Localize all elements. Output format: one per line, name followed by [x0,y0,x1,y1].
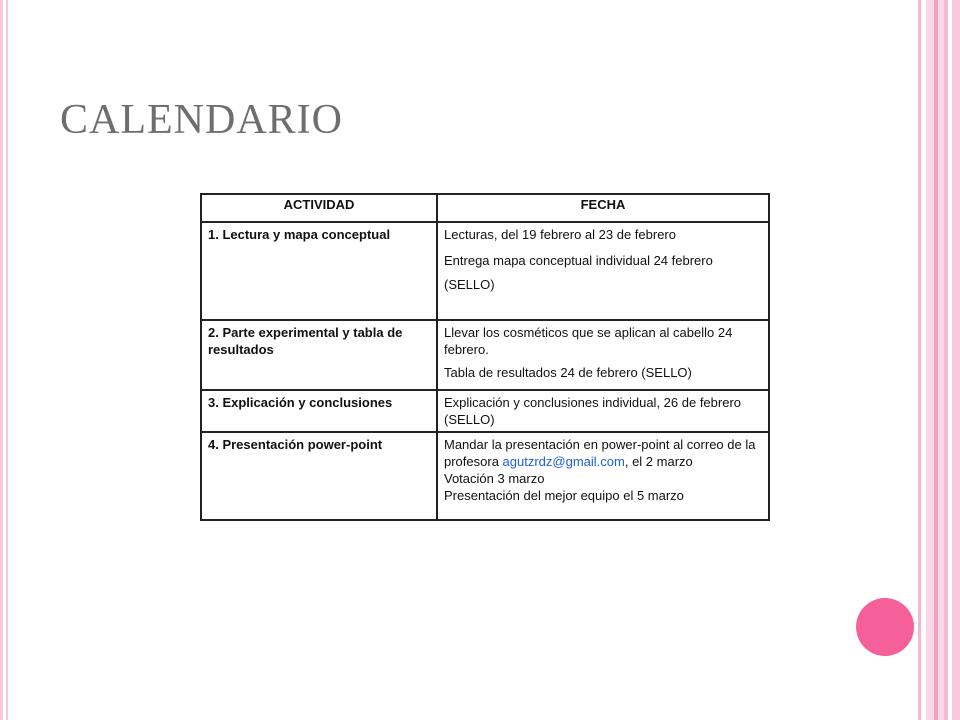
table-header-row [201,194,769,222]
header-actividad: ACTIVIDAD [201,194,437,222]
calendar-table [200,193,770,521]
header-fecha: FECHA [437,194,769,222]
actividad-cell: 1. Lectura y mapa conceptual [201,222,437,320]
fecha-line: Presentación del mejor equipo el 5 marzo [444,488,684,503]
fecha-line: Tabla de resultados 24 de febrero (SELLO) [444,365,692,380]
fecha-cell [437,222,769,320]
fecha-cell [437,432,769,520]
table-row [201,222,769,320]
actividad-cell: 3. Explicación y conclusiones [201,390,437,432]
fecha-text: , el 2 marzo [624,454,693,469]
slide-title: CALENDARIO [60,97,343,143]
table-row [201,390,769,432]
fecha-cell [437,390,769,432]
fecha-line: Explicación y conclusiones individual, 26 de febrero (SELLO) [444,395,742,427]
fecha-line [444,436,762,470]
slide-right-border [912,0,960,720]
email-address: agutzrdz@gmail.com [502,454,625,469]
fecha-text: Mandar la presentación en power-point al correo de la profesora [444,437,756,469]
fecha-line: Llevar los cosméticos que se aplican al cabello 24 febrero. [444,325,733,357]
fecha-line: Entrega mapa conceptual individual 24 febrero (SELLO) [444,253,713,292]
slide-left-border [0,0,10,720]
table-row [201,432,769,520]
actividad-cell: 2. Parte experimental y tabla de resultados [201,320,437,390]
fecha-line: Lecturas, del 19 febrero al 23 de febrero [444,227,676,242]
decorative-pink-circle [856,598,914,656]
fecha-cell [437,320,769,390]
actividad-cell: 4. Presentación power-point [201,432,437,520]
table-row [201,320,769,390]
fecha-line: Votación 3 marzo [444,471,545,486]
